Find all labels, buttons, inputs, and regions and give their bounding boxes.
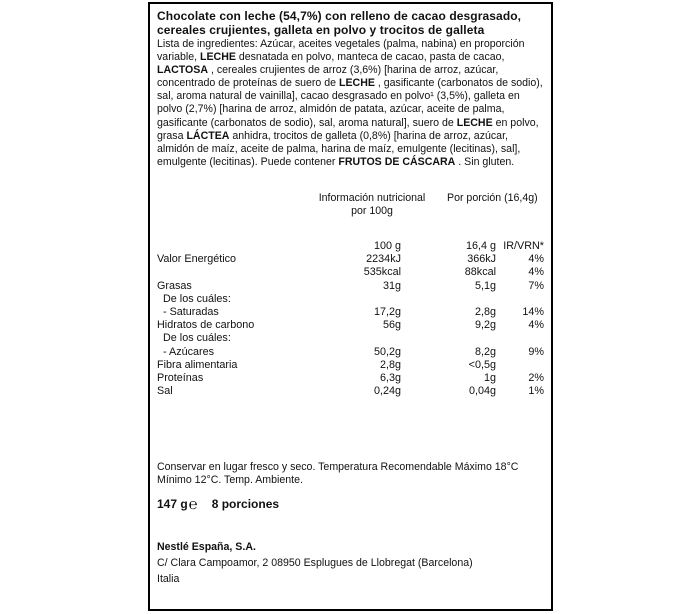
manufacturer-country: Italia <box>157 572 180 585</box>
ir-percentage <box>496 332 544 345</box>
nutrient-label: - Azúcares <box>163 345 215 358</box>
nutrition-row <box>157 359 544 372</box>
nutrition-row <box>157 306 544 319</box>
nutrition-row <box>157 346 544 359</box>
per-portion-value: 9,2g <box>474 319 496 332</box>
product-label <box>148 2 553 611</box>
per-portion-value: 88kcal <box>464 266 496 279</box>
ir-percentage: 4% <box>528 266 544 279</box>
per-100g-value <box>307 332 401 345</box>
per-portion-value: <0,5g <box>468 358 496 371</box>
per-portion-value: 8,2g <box>474 345 496 358</box>
allergen-text: LÁCTEA <box>186 129 230 142</box>
nutrient-label: Hidratos de carbono <box>157 319 255 332</box>
nutrient-label: Sal <box>157 385 173 398</box>
ir-percentage: IR/VRN* <box>503 239 544 252</box>
net-weight-value: 147 g <box>157 497 188 512</box>
per-100g-header-line2: por 100g <box>351 204 393 217</box>
per-portion-value: 1g <box>483 371 496 384</box>
estimated-sign: ℮ <box>188 496 198 514</box>
ir-percentage <box>496 359 544 372</box>
ingredient-text: . Sin gluten. <box>455 155 515 168</box>
ir-percentage: 9% <box>528 345 544 358</box>
allergen-text: LACTOSA <box>157 64 209 77</box>
ir-percentage <box>496 293 544 306</box>
per-100g-value <box>307 293 401 306</box>
ir-percentage: 4% <box>528 319 544 332</box>
per-portion-value: 16,4 g <box>465 239 496 252</box>
nutrition-row <box>157 280 544 293</box>
per-portion-column-header: Por porción (16,4g) <box>447 191 538 204</box>
nutrition-row <box>157 293 544 306</box>
ir-percentage: 2% <box>528 371 544 384</box>
ingredient-text: en polvo, grasa <box>157 116 539 142</box>
ingredient-text: anhidra, trocitos de galleta (0,8%) [harina de arroz, azúcar, almidón de maíz, aceite de palma, harina de maíz, emulgente (lecitinas), sal], emulgente (lecitinas). Puede contener <box>157 129 521 168</box>
nutrition-row <box>157 253 544 266</box>
product-title: Chocolate con leche (54,7%) con relleno de cacao desgrasado, cereales crujientes, galleta en polvo y trocitos de galleta <box>157 9 522 37</box>
nutrient-label <box>157 240 307 253</box>
per-100g-column-header <box>306 192 438 218</box>
nutrient-label: Grasas <box>157 279 192 292</box>
storage-instructions: Conservar en lugar fresco y seco. Temperatura Recomendable Máximo 18°C Mínimo 12°C. Temp. Ambiente. <box>157 461 519 487</box>
ingredient-text: , gasificante (carbonatos de sodio), sal, aroma natural de vainilla], cacao desgrasado en polvo¹ (3,5%), galleta en polvo (2,7%) [harina de arroz, almidón de patata, azúcar, aceite de palma, gasificante (carbonatos de sodio), sal, aroma natural], suero de <box>157 77 543 129</box>
per-portion-value: 5,1g <box>474 279 496 292</box>
per-portion-value <box>401 293 496 306</box>
nutrient-label: Proteínas <box>157 371 204 384</box>
per-portion-value: 0,04g <box>468 385 496 398</box>
nutrient-label: Fibra alimentaria <box>157 358 238 371</box>
per-100g-value: 0,24g <box>373 385 401 398</box>
allergen-text: LECHE <box>200 51 236 64</box>
nutrition-row <box>157 372 544 385</box>
net-weight-line <box>157 496 544 513</box>
per-100g-value: 6,3g <box>379 371 401 384</box>
per-100g-value: 17,2g <box>373 305 401 318</box>
nutrition-row <box>157 385 544 398</box>
manufacturer-info <box>157 540 544 587</box>
nutrition-table-header <box>157 192 544 219</box>
manufacturer-address: C/ Clara Campoamor, 2 08950 Esplugues de Llobregat (Barcelona) <box>157 557 473 570</box>
nutrition-table <box>157 240 544 398</box>
ingredients-list <box>157 38 544 169</box>
per-100g-value: 50,2g <box>373 345 401 358</box>
per-100g-value: 100 g <box>373 239 401 252</box>
ir-percentage: 7% <box>528 279 544 292</box>
nutrition-row <box>157 266 544 279</box>
per-100g-value: 2234kJ <box>366 253 401 266</box>
nutrition-row <box>157 319 544 332</box>
allergen-text: LECHE <box>339 77 375 90</box>
ingredient-text: desnatada en polvo, manteca de cacao, pasta de cacao, <box>235 51 505 64</box>
allergen-text: LECHE <box>456 116 493 129</box>
ingredient-text: , cereales crujientes de arroz (3,6%) [harina de arroz, azúcar, concentrado de proteínas de suero de <box>157 64 499 90</box>
per-100g-value: 56g <box>382 319 401 332</box>
nutrient-label: De los cuáles: <box>163 292 231 305</box>
nutrient-label <box>157 266 307 279</box>
per-100g-value: 2,8g <box>379 358 401 371</box>
allergen-text: FRUTOS DE CÁSCARA <box>338 155 456 168</box>
servings-count: 8 porciones <box>211 497 280 512</box>
per-portion-value: 366kJ <box>467 253 496 266</box>
nutrition-row <box>157 240 544 253</box>
ir-percentage: 1% <box>528 385 544 398</box>
nutrition-row <box>157 332 544 345</box>
nutrient-label: - Saturadas <box>163 305 219 318</box>
per-100g-value: 31g <box>382 279 401 292</box>
per-portion-value: 2,8g <box>474 305 496 318</box>
per-100g-header-line1: Información nutricional <box>318 191 426 204</box>
per-portion-value <box>401 332 496 345</box>
per-100g-value: 535kcal <box>363 266 401 279</box>
nutrient-label: De los cuáles: <box>163 332 231 345</box>
nutrient-label: Valor Energético <box>157 253 237 266</box>
ingredient-text: Lista de ingredientes: Azúcar, aceites vegetales (palma, nabina) en proporción variable, <box>157 38 525 64</box>
manufacturer-name: Nestlé España, S.A. <box>157 541 256 554</box>
ir-percentage: 4% <box>528 253 544 266</box>
ir-percentage: 14% <box>522 305 544 318</box>
